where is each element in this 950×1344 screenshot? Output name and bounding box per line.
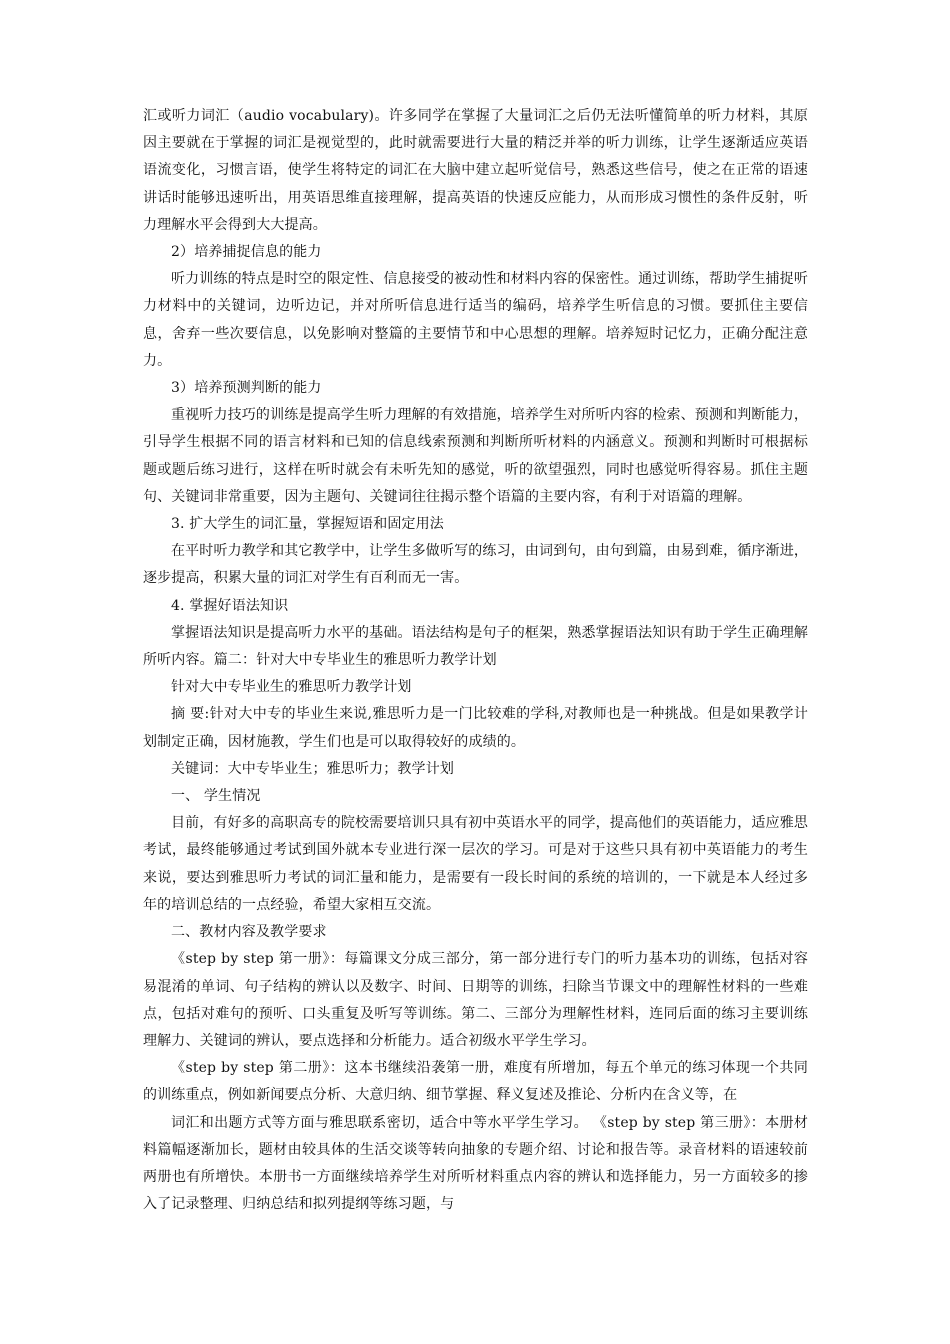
paragraph-prediction: 重视听力技巧的训练是提高学生听力理解的有效措施，培养学生对所听内容的检索、预测和判断能力，引导学生根据不同的语言材料和已知的信息线索预测和判断所听材料的内涵意义。预测和判断时可根据标题或题后练习进行，这样在听时就会有未听先知的感觉，听的欲望强烈，同时也感觉听得容易。抓住主题句、关键词非常重要，因为主题句、关键词往往揭示整个语篇的主要内容，有利于对语篇的理解。 <box>143 407 808 505</box>
heading-prediction: 3）培养预测判断的能力 <box>171 380 322 397</box>
heading-grammar: 4. 掌握好语法知识 <box>171 597 289 614</box>
paragraph-capture-info: 听力训练的特点是时空的限定性、信息接受的被动性和材料内容的保密性。通过训练，帮助学生捕捉听力材料中的关键词，边听边记，并对所听信息进行适当的编码，培养学生听信息的习惯。要抓住主要信息，舍弃一些次要信息，以免影响对整篇的主要情节和中心思想的理解。培养短时记忆力，正确分配注意力。 <box>143 271 808 369</box>
article-title: 针对大中专毕业生的雅思听力教学计划 <box>171 679 412 696</box>
paragraph-book-one: 《step by step 第一册》：每篇课文分成三部分，第一部分进行专门的听力基本功的训练，包括对容易混淆的单词、句子结构的辨认以及数字、时间、日期等的训练，扫除当节课文中的理解性材料的一些难点，包括对难句的预听、口头重复及听写等训练。第二、三部分为理解性材料，连同后面的练习主要训练理解力、关键词的辨认，要点选择和分析能力。适合初级水平学生学习。 <box>143 951 808 1049</box>
abstract: 摘 要:针对大中专的毕业生来说,雅思听力是一门比较难的学科,对教师也是一种挑战。但是如果教学计划制定正确，因材施教，学生们也是可以取得较好的成绩的。 <box>143 706 808 750</box>
paragraph-grammar: 掌握语法知识是提高听力水平的基础。语法结构是句子的框架，熟悉掌握语法知识有助于学生正确理解所听内容。篇二：针对大中专毕业生的雅思听力教学计划 <box>143 624 808 669</box>
paragraph-book-three: 词汇和出题方式等方面与雅思联系密切，适合中等水平学生学习。 《step by step 第三册》：本册材料篇幅逐渐加长，题材由较具体的生活交谈等转向抽象的专题介绍、讨论和报告等。录音材料的语速较前两册也有所增快。本册书一方面继续培养学生对所听材料重点内容的辨认和选择能力，另一方面较多的掺入了记录整理、归纳总结和拟列提纲等练习题，与 <box>143 1114 808 1213</box>
heading-textbook: 二、教材内容及教学要求 <box>171 924 327 941</box>
paragraph-vocabulary: 在平时听力教学和其它教学中，让学生多做听写的练习，由词到句，由句到篇，由易到难，循序渐进，逐步提高，积累大量的词汇对学生有百利而无一害。 <box>143 543 808 587</box>
paragraph-audio-vocabulary: 汇或听力词汇（audio vocabulary)。许多同学在掌握了大量词汇之后仍无法听懂简单的听力材料，其原因主要就在于掌握的词汇是视觉型的，此时就需要进行大量的精泛并举的听力训练，让学生逐渐适应英语语流变化，习惯言语，使学生将特定的词汇在大脑中建立起听觉信号，熟悉这些信号，使之在正常的语速讲话时能够迅速听出，用英语思维直接理解，提高英语的快速反应能力，从而形成习惯性的条件反射，听力理解水平会得到大大提高。 <box>143 108 808 233</box>
keywords: 关键词：大中专毕业生；雅思听力；教学计划 <box>171 760 454 777</box>
heading-student-situation: 一、 学生情况 <box>171 788 261 805</box>
paragraph-student-situation: 目前，有好多的高职高专的院校需要培训只具有初中英语水平的同学，提高他们的英语能力，适应雅思考试，最终能够通过考试到国外就本专业进行深一层次的学习。可是对于这些只具有初中英语能力的考生来说，要达到雅思听力考试的词汇量和能力，是需要有一段长时间的系统的培训的，一下就是本人经过多年的培训总结的一点经验，希望大家相互交流。 <box>143 815 808 913</box>
document-page <box>143 103 808 1218</box>
heading-capture-info: 2）培养捕捉信息的能力 <box>171 244 322 261</box>
paragraph-book-two: 《step by step 第二册》：这本书继续沿袭第一册，难度有所增加，每五个单元的练习体现一个共同的训练重点，例如新闻要点分析、大意归纳、细节掌握、释义复述及推论、分析内在含义等，在 <box>143 1060 808 1104</box>
heading-vocabulary: 3. 扩大学生的词汇量，掌握短语和固定用法 <box>171 516 444 533</box>
